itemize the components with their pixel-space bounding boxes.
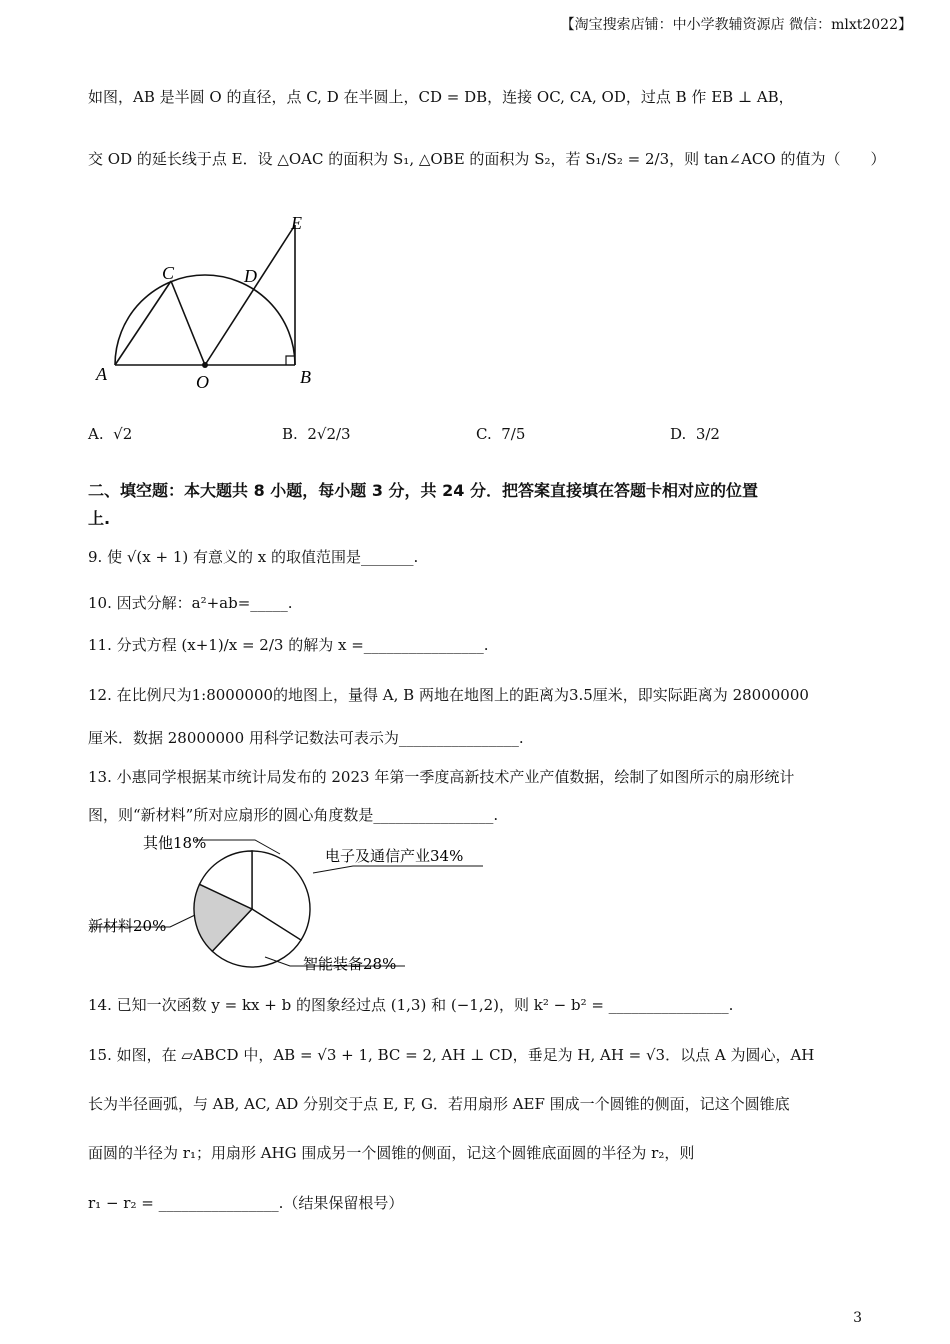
slice-label-electronics: 电子及通信产业34% <box>325 847 464 865</box>
label-a: A <box>96 364 107 384</box>
question-12-line-2: 厘米．数据 28000000 用科学记数法可表示为________________. <box>88 729 524 747</box>
question-15-line-2: 长为半径画弧，与 AB, AC, AD 分别交于点 E, F, G．若用扇形 AEF 围成一个圆锥的侧面，记这个圆锥底 <box>88 1095 790 1113</box>
semicircle-arc <box>115 275 295 365</box>
page-header: 【淘宝搜索店铺：中小学教辅资源店 微信：mlxt2022】 <box>560 17 912 33</box>
option-a: A. √2 <box>88 425 133 443</box>
question-8-text-2: 交 OD 的延长线于点 E．设 △OAC 的面积为 S₁, △OBE 的面积为 S₂，若 S₁/S₂ = 2/3，则 tan∠ACO 的值为（ ） <box>88 150 886 168</box>
question-11: 11. 分式方程 (x+1)/x = 2/3 的解为 x =________________. <box>88 636 489 654</box>
option-d: D. 3/2 <box>670 425 720 443</box>
pie-slices <box>194 851 310 967</box>
section-2-title-cont: 上. <box>88 509 111 528</box>
question-15-line-3: 面圆的半径为 r₁；用扇形 AHG 围成另一个圆锥的侧面，记这个圆锥底面圆的半径为 r₂，则 <box>88 1144 695 1162</box>
question-15-line-1: 15. 如图，在 ▱ABCD 中，AB = √3 + 1, BC = 2, AH ⊥ CD，垂足为 H, AH = √3．以点 A 为圆心，AH <box>88 1046 815 1064</box>
question-14: 14. 已知一次函数 y = kx + b 的图象经过点 (1,3) 和 (−1,2)，则 k² − b² = ________________. <box>88 996 734 1014</box>
segment-ca <box>115 281 171 365</box>
question-8-text-1: 如图，AB 是半圆 O 的直径，点 C, D 在半圆上，CD = DB，连接 OC, CA, OD，过点 B 作 EB ⊥ AB， <box>88 88 794 106</box>
leader-line-electronics <box>313 866 483 873</box>
question-9: 9. 使 √(x + 1) 有意义的 x 的取值范围是_______. <box>88 548 419 566</box>
pie-chart <box>85 830 505 980</box>
option-c: C. 7/5 <box>476 425 526 443</box>
question-8-figure <box>88 205 328 395</box>
label-c: C <box>162 263 175 283</box>
question-13-line-1: 13. 小惠同学根据某市统计局发布的 2023 年第一季度高新技术产业产值数据，绘制了如图所示的扇形统计 <box>88 768 795 786</box>
slice-label-smart-equipment: 智能装备28% <box>303 955 397 973</box>
question-12-line-1: 12. 在比例尺为1:8000000的地图上，量得 A, B 两地在地图上的距离为3.5厘米，即实际距离为 28000000 <box>88 686 809 704</box>
segment-oe <box>205 225 295 365</box>
question-15-line-4: r₁ − r₂ = ________________.（结果保留根号） <box>88 1194 404 1212</box>
label-o: O <box>196 372 209 392</box>
section-2-title: 二、填空题：本大题共 8 小题，每小题 3 分，共 24 分．把答案直接填在答题卡相对应的位置 <box>88 481 758 500</box>
slice-label-other: 其他18% <box>143 834 207 852</box>
label-b: B <box>300 367 311 387</box>
right-angle-mark <box>286 356 295 365</box>
question-10: 10. 因式分解：a²+ab=_____. <box>88 594 293 612</box>
label-d: D <box>244 266 257 286</box>
leader-line-other <box>195 840 280 854</box>
slice-label-new-material: 新材料20% <box>88 917 167 935</box>
page-number: 3 <box>853 1310 862 1326</box>
option-b: B. 2√2/3 <box>282 425 351 443</box>
label-e: E <box>291 213 302 233</box>
question-13-line-2: 图，则“新材料”所对应扇形的圆心角度数是________________. <box>88 806 499 824</box>
center-point-o <box>202 362 208 368</box>
segment-oc <box>171 281 205 365</box>
